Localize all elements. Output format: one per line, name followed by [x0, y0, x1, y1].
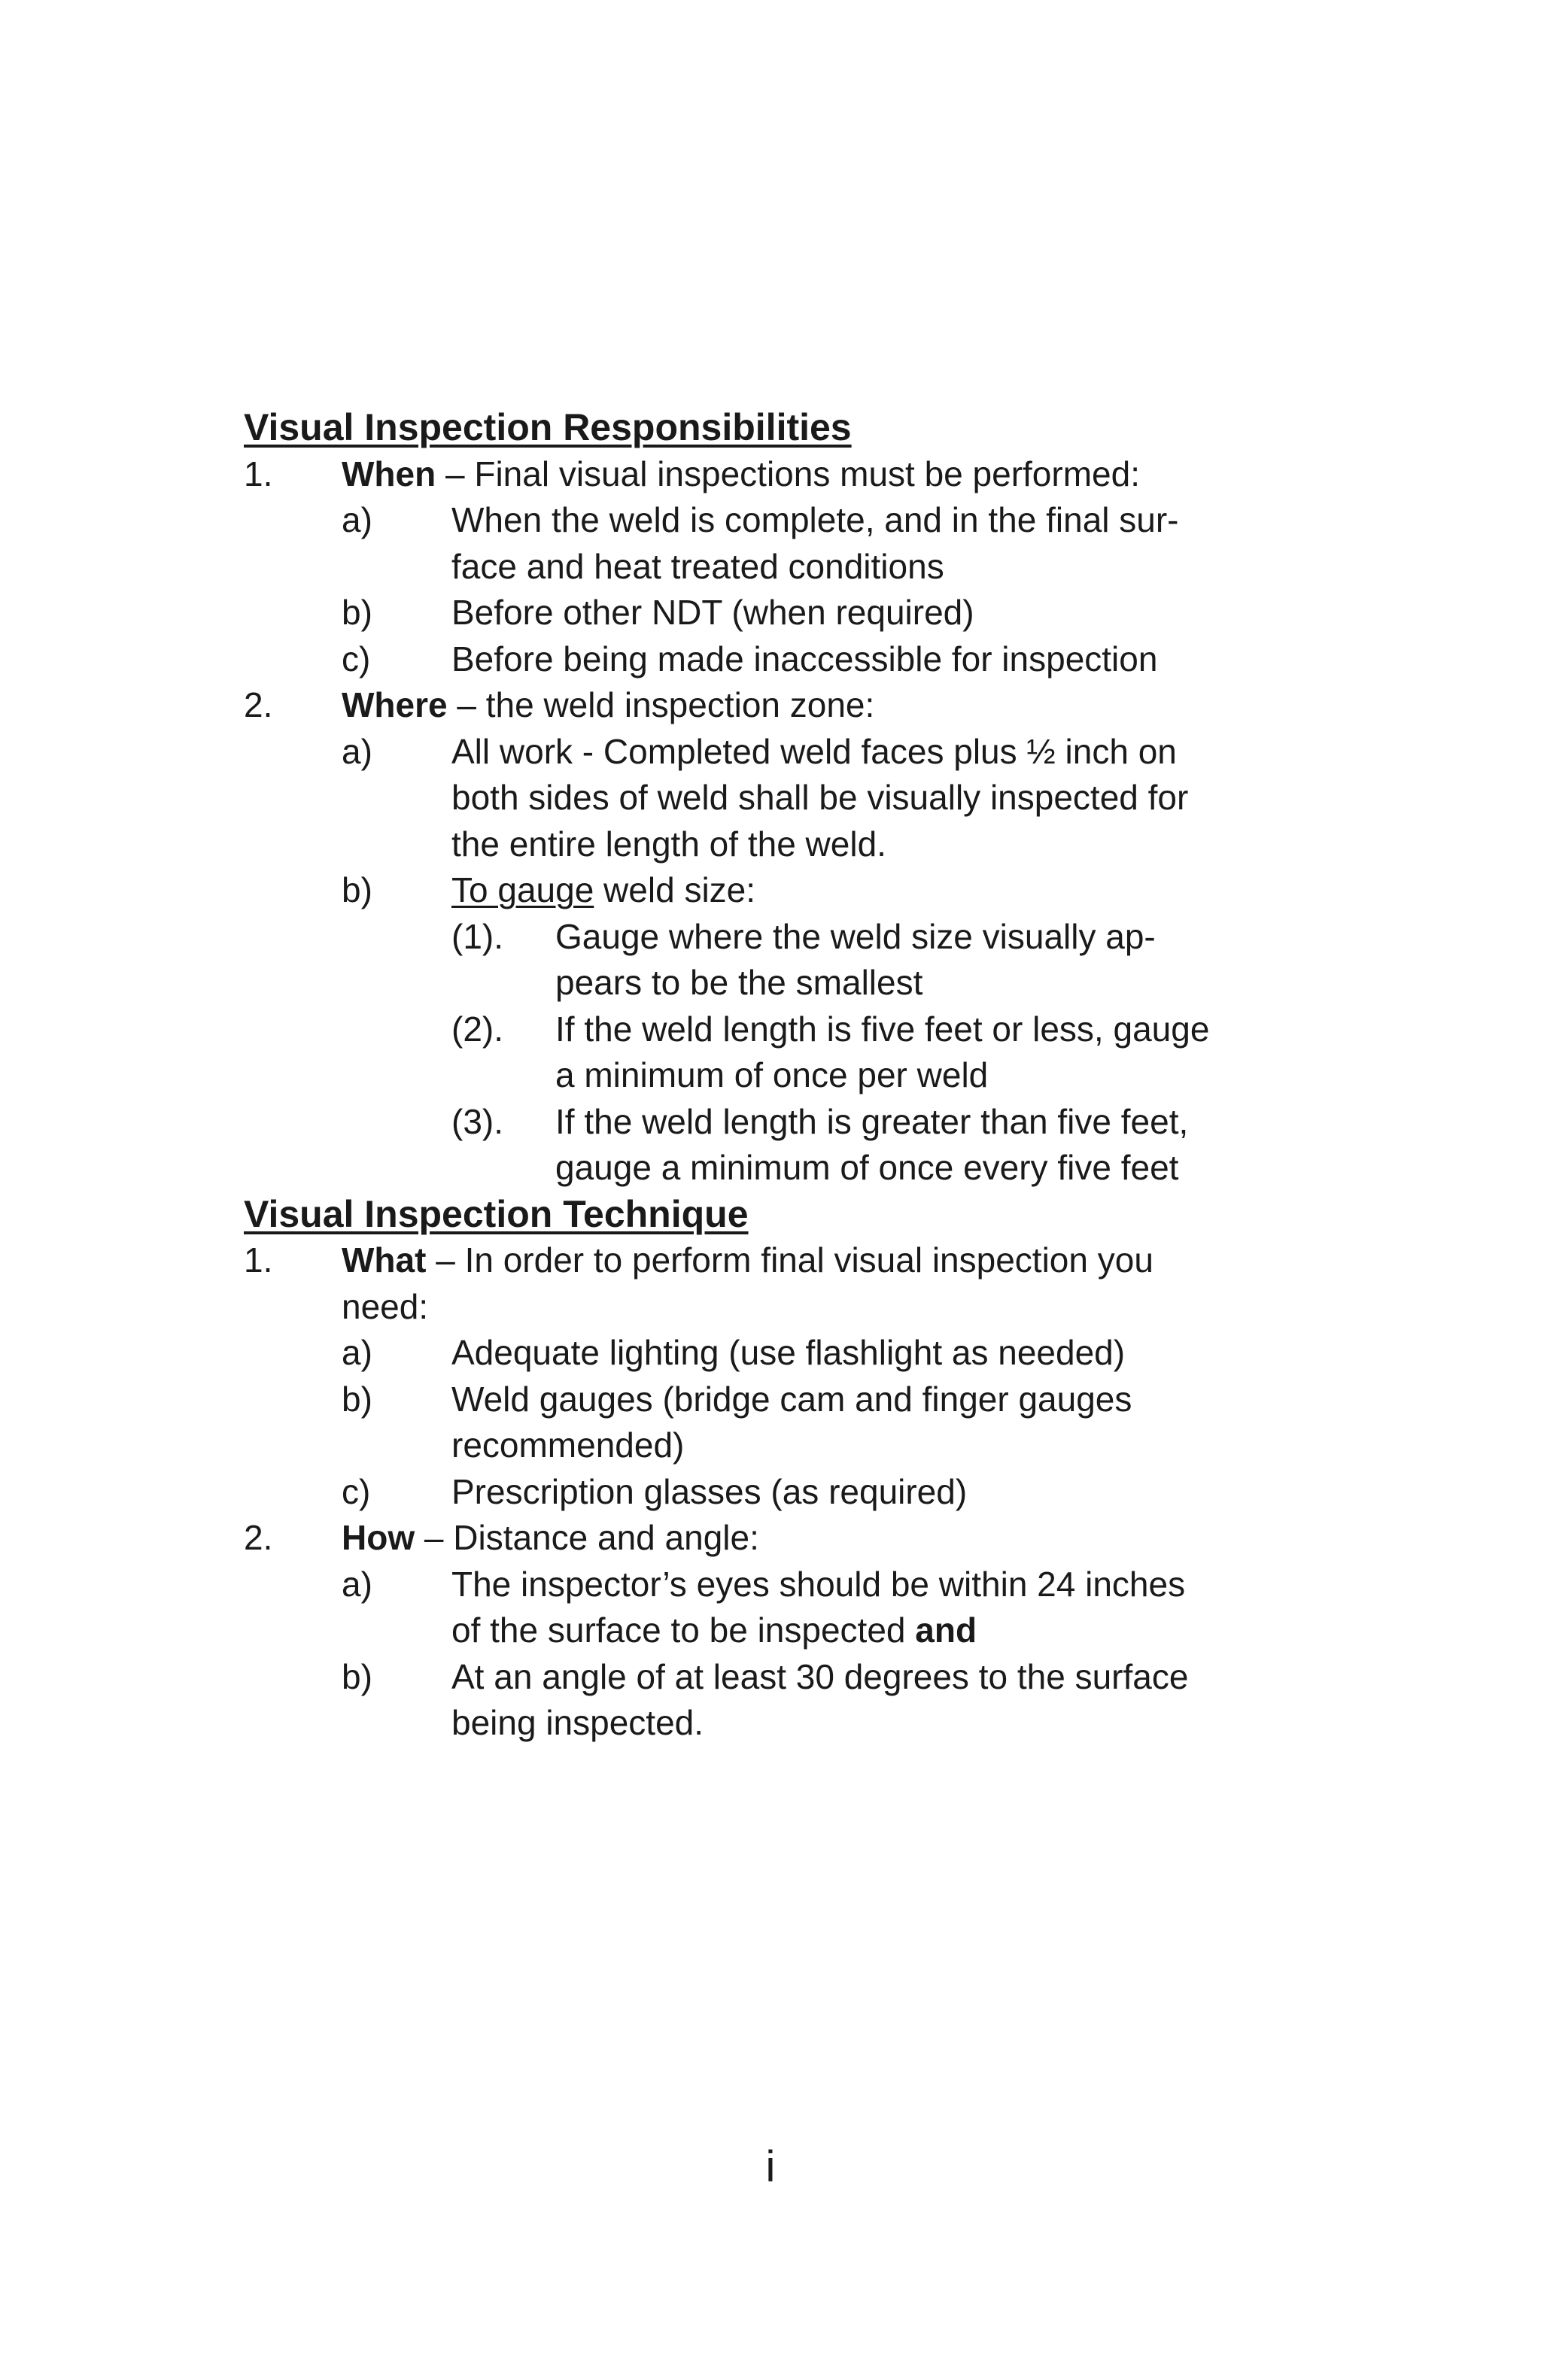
text-line: The inspector’s eyes should be within 24 inches — [451, 1564, 1186, 1604]
sub-sub-list-item — [244, 1099, 1372, 1192]
list-marker: 2. — [244, 1518, 273, 1557]
sub-list-item — [244, 497, 1372, 590]
keyword: Where — [342, 685, 448, 724]
list-marker: a) — [342, 1564, 372, 1604]
text-line: need: — [342, 1286, 429, 1326]
section-heading-responsibilities: Visual Inspection Responsibilities — [244, 406, 852, 448]
text-line: the entire length of the weld. — [451, 824, 886, 864]
sub-list-item — [244, 729, 1372, 868]
list-text — [451, 497, 1372, 590]
keyword: When — [342, 454, 436, 493]
text-line — [342, 1237, 1372, 1284]
list-marker: b) — [342, 1656, 372, 1696]
list-marker: b) — [342, 1379, 372, 1419]
list-marker: 2. — [244, 685, 273, 724]
item-text: – Distance and angle: — [415, 1518, 759, 1557]
item-text: – Final visual inspections must be performed: — [436, 454, 1140, 493]
list-text: Prescription glasses (as required) — [451, 1471, 968, 1511]
list-text — [555, 914, 1372, 1006]
section-heading-technique: Visual Inspection Technique — [244, 1192, 749, 1235]
sub-list-item — [244, 1469, 1372, 1516]
list-marker: a) — [342, 500, 372, 539]
text-line: Gauge where the weld size visually ap- — [555, 916, 1156, 956]
sub-list-item — [244, 590, 1372, 636]
list-text: Adequate lighting (use flashlight as needed) — [451, 1333, 1126, 1372]
text-line: face and heat treated conditions — [451, 546, 944, 586]
list-marker: c) — [342, 1471, 371, 1511]
list-marker: c) — [342, 639, 371, 678]
underlined-text: To gauge — [451, 870, 594, 909]
sub-list-item — [244, 1377, 1372, 1469]
list-text — [451, 729, 1372, 868]
sub-list-item — [244, 1654, 1372, 1747]
list-marker: (1). — [451, 916, 503, 956]
text-line: gauge a minimum of once every five feet — [555, 1148, 1179, 1187]
list-marker: (3). — [451, 1101, 503, 1141]
item-text: weld size: — [594, 870, 756, 909]
document-body — [244, 405, 1372, 1747]
sub-sub-list-item — [244, 1006, 1372, 1099]
list-text: Before being made inaccessible for inspection — [451, 639, 1158, 678]
text-line: At an angle of at least 30 degrees to the surface — [451, 1656, 1189, 1696]
list-text: Before other NDT (when required) — [451, 593, 974, 632]
list-text — [451, 1654, 1372, 1747]
text-line: If the weld length is greater than five feet, — [555, 1101, 1189, 1141]
sub-list-item — [244, 1562, 1372, 1654]
list-text — [342, 1237, 1372, 1330]
list-text — [451, 1377, 1372, 1469]
keyword: How — [342, 1518, 415, 1557]
text-line: recommended) — [451, 1425, 685, 1465]
text-line — [451, 1607, 1372, 1654]
sub-list-item — [244, 1330, 1372, 1377]
list-marker: a) — [342, 1333, 372, 1372]
list-text — [342, 682, 1372, 729]
list-item — [244, 1515, 1372, 1562]
sub-sub-list-item — [244, 914, 1372, 1006]
text-line: both sides of weld shall be visually inspected for — [451, 778, 1189, 817]
sub-list-item — [244, 867, 1372, 914]
list-text — [555, 1006, 1372, 1099]
list-text — [342, 1515, 1372, 1562]
list-marker: 1. — [244, 1240, 273, 1280]
text-line: When the weld is complete, and in the final sur- — [451, 500, 1179, 539]
text-line: a minimum of once per weld — [555, 1055, 989, 1094]
list-marker: b) — [342, 593, 372, 632]
page-number: i — [765, 2142, 776, 2191]
list-item — [244, 451, 1372, 498]
text-line: Weld gauges (bridge cam and finger gauges — [451, 1379, 1132, 1419]
list-text — [342, 451, 1372, 498]
item-text: – the weld inspection zone: — [447, 685, 875, 724]
list-text — [555, 1099, 1372, 1192]
list-marker: 1. — [244, 454, 273, 493]
list-marker: a) — [342, 731, 372, 771]
item-text: of the surface to be inspected — [451, 1610, 916, 1650]
list-marker: b) — [342, 870, 372, 909]
text-line: All work - Completed weld faces plus ½ inch on — [451, 731, 1177, 771]
list-text — [451, 867, 1372, 914]
list-item — [244, 1237, 1372, 1330]
item-text: – In order to perform final visual inspection you — [426, 1240, 1153, 1280]
sub-list-item — [244, 636, 1372, 683]
list-item — [244, 682, 1372, 729]
text-line: being inspected. — [451, 1703, 704, 1742]
list-marker: (2). — [451, 1009, 503, 1049]
keyword: What — [342, 1240, 427, 1280]
list-text — [451, 1562, 1372, 1654]
bold-text: and — [915, 1610, 977, 1650]
text-line: pears to be the smallest — [555, 963, 923, 1002]
text-line: If the weld length is five feet or less, gauge — [555, 1009, 1210, 1049]
